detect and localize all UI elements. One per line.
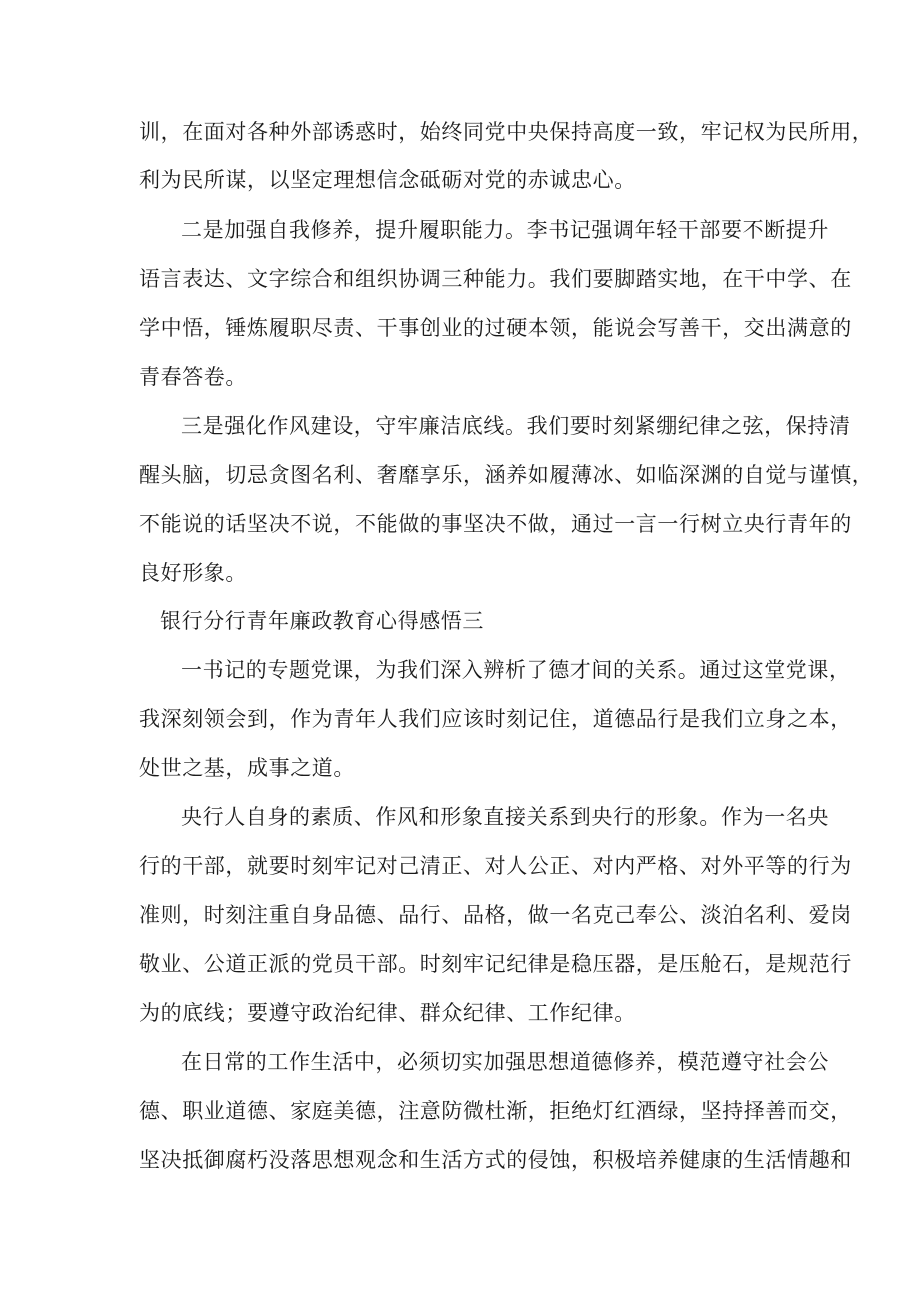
text-line: 利为民所谋，以坚定理想信念砥砺对党的赤诚忠心。	[139, 168, 636, 192]
text-line: 德、职业道德、家庭美德，注意防微杜渐，拒绝灯红酒绿，坚持择善而交，	[139, 1099, 852, 1123]
text-line: 敬业、公道正派的党员干部。时刻牢记纪律是稳压器，是压舱石，是规范行	[139, 952, 852, 976]
text-line: 我深刻领会到，作为青年人我们应该时刻记住，道德品行是我们立身之本，	[139, 707, 852, 731]
text-line: 良好形象。	[139, 561, 247, 585]
text-line: 醒头脑，切忌贪图名利、奢靡享乐，涵养如履薄冰、如临深渊的自觉与谨慎，	[139, 463, 874, 487]
paragraph-start-line: 一书记的专题党课，为我们深入辨析了德才间的关系。通过这堂党课，	[181, 658, 851, 682]
paragraph-start-line: 在日常的工作生活中，必须切实加强思想道德修养，模范遵守社会公	[181, 1050, 829, 1074]
paragraph-start-line: 二是加强自我修养，提升履职能力。李书记强调年轻干部要不断提升	[181, 218, 829, 242]
text-line: 学中悟，锤炼履职尽责、干事创业的过硬本领，能说会写善干，交出满意的	[139, 316, 852, 340]
text-line: 坚决抵御腐朽没落思想观念和生活方式的侵蚀，积极培养健康的生活情趣和	[139, 1148, 852, 1172]
text-line: 不能说的话坚决不说，不能做的事坚决不做，通过一言一行树立央行青年的	[139, 512, 852, 536]
text-line: 行的干部，就要时刻牢记对己清正、对人公正、对内严格、对外平等的行为	[139, 854, 852, 878]
paragraph-start-line: 央行人自身的素质、作风和形象直接关系到央行的形象。作为一名央	[181, 805, 829, 829]
text-line: 青春答卷。	[139, 365, 247, 389]
paragraph-start-line: 三是强化作风建设，守牢廉洁底线。我们要时刻紧绷纪律之弦，保持清	[181, 414, 851, 438]
text-line: 处世之基，成事之道。	[139, 756, 355, 780]
text-line: 语言表达、文字综合和组织协调三种能力。我们要脚踏实地，在干中学、在	[139, 267, 852, 291]
text-line: 准则，时刻注重自身品德、品行、品格，做一名克己奉公、淡泊名利、爱岗	[139, 903, 852, 927]
section-title: 银行分行青年廉政教育心得感悟三	[160, 609, 484, 633]
text-line: 为的底线；要遵守政治纪律、群众纪律、工作纪律。	[139, 1001, 636, 1025]
text-line: 训，在面对各种外部诱惑时，始终同党中央保持高度一致，牢记权为民所用，	[139, 120, 874, 144]
